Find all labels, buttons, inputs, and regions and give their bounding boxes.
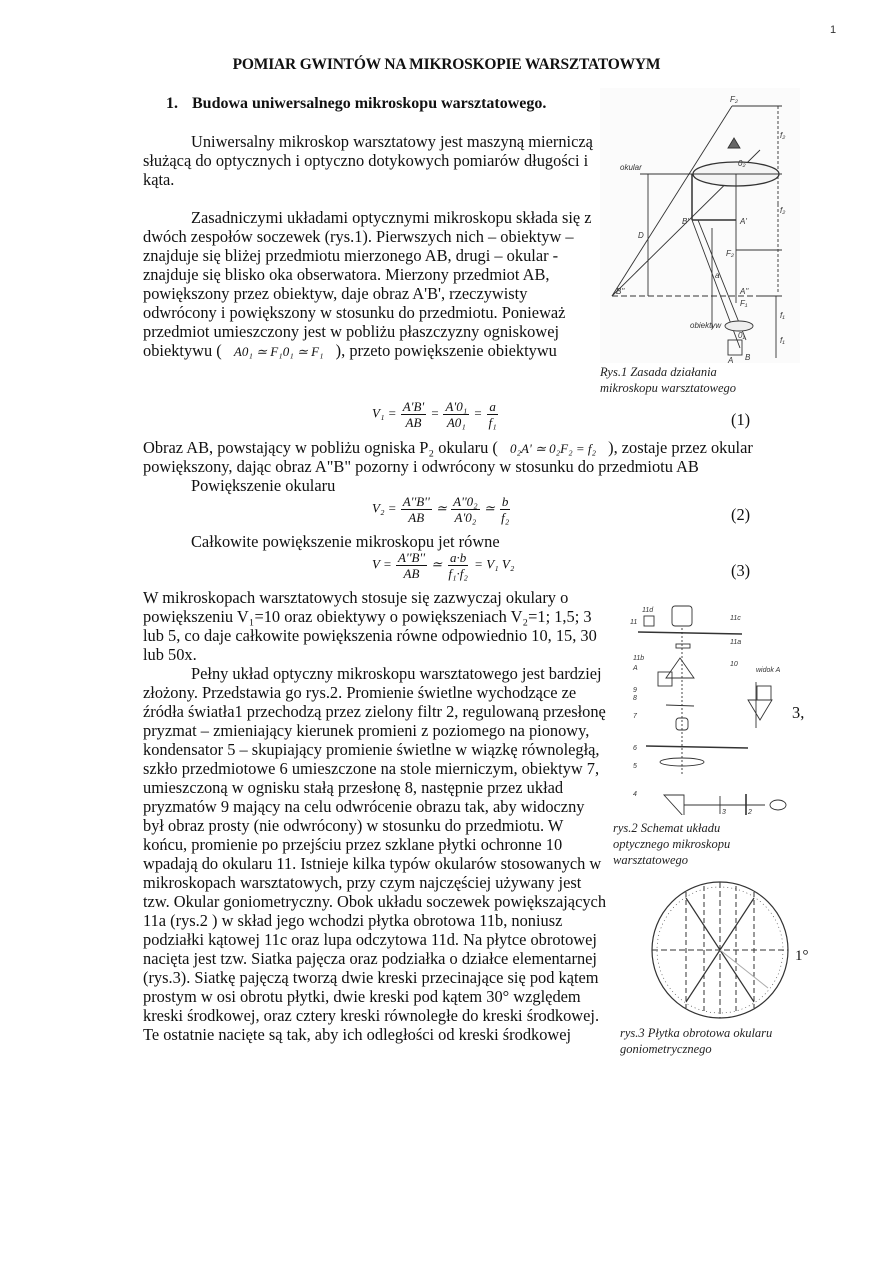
text: ), przeto powiększenie obiektywu [335, 341, 557, 360]
paragraph-line: służącą do optycznych i optyczno dotykowych pomiarów długości i [143, 151, 589, 170]
numerator: A''B'' [402, 494, 430, 509]
paragraph-line: źródła światła1 przechodzą przez zielony filtr 2, regulowaną przesłonę [143, 702, 606, 721]
denominator: A0₁ [446, 415, 466, 430]
label-a1: A' [740, 217, 747, 226]
label-8: 8 [633, 695, 637, 702]
figure-2-caption-line: warsztatowego [613, 853, 689, 867]
eq-op: = [473, 405, 483, 421]
denominator: f₁ [488, 415, 497, 430]
paragraph-line: Całkowite powiększenie mikroskopu jet równe [191, 532, 500, 551]
equation-number: (3) [731, 561, 751, 580]
paragraph-line: 11a (rys.2 ) w skład jego wchodzi płytka obrotowa 11b, noniusz [143, 911, 563, 930]
label-3: 3 [722, 809, 726, 815]
angle-label: 1° [795, 948, 809, 964]
label-4: 4 [633, 791, 637, 798]
inline-math: 0₂A' ≃ 0₂F₂ = f₂ [509, 441, 597, 456]
denominator: AB [408, 510, 425, 525]
paragraph-line: Zasadniczymi układami optycznymi mikroskopu składa się z [191, 208, 592, 227]
denominator: AB [403, 566, 420, 581]
label-obiektyw: obiektyw [690, 321, 722, 330]
text: obiektywu ( [143, 341, 222, 360]
paragraph-line: wpadają do okularu 11. Istnieje kilka typów okularów stosowanych w [143, 854, 602, 873]
stray-text: 3, [792, 703, 805, 722]
numerator: A''0₂ [453, 494, 478, 509]
paragraph-line: powiększeniu V₁=10 oraz obiektywy o powiększeniach V₂=1; 1,5; 3 [143, 607, 592, 626]
fraction [446, 550, 470, 581]
paragraph-line: był obraz prosty (nie odwrócony) w stosunku do przedmiotu. W [143, 816, 564, 835]
label-11a: 11a [730, 639, 742, 646]
paragraph-line: (rys.3). Siatkę pajęczą tworzą dwie kreski przecinające się pod kątem [143, 968, 599, 987]
paragraph-line: kreski środkowej, oraz cztery kreski równoległe do kreski środkowej. [143, 1006, 600, 1025]
label-f1-lower: f₁ [780, 336, 785, 345]
label-F2: F₂ [726, 249, 734, 258]
fraction [401, 399, 426, 430]
figure-1-microscope-principle [600, 88, 800, 363]
eq-lhs: V = [372, 556, 392, 572]
eq-op: ≃ [483, 500, 495, 516]
paragraph-line: kondensator 5 – skupiający promienie świetlne w wiązkę równoległą, [143, 740, 600, 759]
fraction [401, 494, 432, 525]
numerator: A'0₁ [445, 399, 468, 414]
figure-1-caption-line: Rys.1 Zasada działania [600, 365, 717, 379]
eq-lhs: V₂ = [372, 500, 397, 516]
fraction [396, 550, 427, 581]
paragraph-line: znajduje się bliżej przedmiotu mierzonego AB, drugi – okular - [143, 246, 559, 265]
label-okular: okular [620, 163, 642, 172]
equation-3 [372, 550, 514, 581]
page-title: POMIAR GWINTÓW NA MIKROSKOPIE WARSZTATOWYM [232, 56, 661, 73]
eq-op: ≃ [431, 556, 443, 572]
figure-2-caption-line: rys.2 Schemat układu [613, 821, 721, 835]
paragraph-line: podziałki kątowej 11c oraz lupa odczytowa 11d. Na płytce obrotowej [143, 930, 597, 949]
equation-2 [372, 494, 512, 525]
paragraph-line: nacięta jest tzw. Siatka pajęcza oraz podziałka o działce elementarnej [143, 949, 597, 968]
paragraph-line: kąta. [143, 170, 175, 189]
section-number: 1. [166, 95, 178, 112]
paragraph-line: prostym w osi obrotu płytki, dwie kreski pod kątem 30° względem [143, 987, 581, 1006]
paragraph-line: odwrócony i powiększony w stosunku do przedmiotu. Ponieważ [143, 303, 566, 322]
section-heading-text: Budowa uniwersalnego mikroskopu warsztatowego. [192, 95, 547, 112]
paragraph-line: powiększony przez obiektyw, daje obraz A'B', rzeczywisty [143, 284, 528, 303]
paragraph-line [143, 341, 557, 361]
optical-schema-icon [630, 600, 795, 815]
optics-diagram-icon [600, 88, 800, 363]
label-b: B [745, 353, 751, 362]
paragraph-line: lub 5, co daje całkowite powiększenia równe odpowiednio 10, 15, 30 [143, 626, 597, 645]
paragraph-line: pryzmatów 9 mający na celu odwrócenie obrazu tak, aby widoczny [143, 797, 585, 816]
numerator: A'B' [402, 399, 425, 414]
label-F1: F₁ [740, 299, 748, 308]
label-9: 9 [633, 687, 637, 694]
label-d: D [638, 231, 644, 240]
paragraph-line: mikroskopach warsztatowych, przy czym najczęściej używany jest [143, 873, 582, 892]
equation-number: (1) [731, 410, 751, 429]
label-11: 11 [630, 619, 638, 626]
label-11d: 11d [642, 607, 654, 614]
label-10: 10 [730, 661, 738, 668]
eq-lhs: V₁ = [372, 405, 397, 421]
fraction [499, 494, 511, 525]
label-widok-a: widok A [756, 667, 781, 674]
equation-1 [372, 399, 500, 430]
denominator: AB [405, 415, 422, 430]
figure-2-optical-schema [630, 600, 795, 815]
label-f1: f₁ [780, 311, 785, 320]
numerator: a·b [450, 550, 467, 565]
label-a-dist: a [715, 271, 720, 280]
paragraph-line: umieszczoną w ognisku stałą przesłonę 8, następnie przez układ [143, 778, 564, 797]
label-11c: 11c [730, 615, 741, 622]
equation-number: (2) [731, 505, 751, 524]
paragraph-line: Uniwersalny mikroskop warsztatowy jest maszyną mierniczą [191, 132, 593, 151]
paragraph-line: pryzmat – zmieniający kierunek promieni z poziomego na pionowy, [143, 721, 590, 740]
paragraph-line: Pełny układ optyczny mikroskopu warsztatowego jest bardziej [191, 664, 602, 683]
eq-tail: = V₁ V₂ [474, 556, 515, 572]
label-f2: f₂ [780, 131, 786, 140]
numerator: A''B'' [397, 550, 425, 565]
paragraph-line: Powiększenie okularu [191, 476, 336, 495]
denominator: A'0₂ [454, 510, 477, 525]
label-F2-top: F₂ [730, 95, 738, 104]
fraction [451, 494, 480, 525]
paragraph-line: złożony. Przedstawia go rys.2. Promienie świetlne wychodzące ze [143, 683, 577, 702]
denominator: f₁·f₂ [448, 566, 468, 581]
denominator: f₂ [501, 510, 510, 525]
label-6: 6 [633, 745, 637, 752]
paragraph-line: znajduje się blisko oka obserwatora. Mierzony przedmiot AB, [143, 265, 550, 284]
label-f2-lower: f₂ [780, 206, 786, 215]
page-number: 1 [830, 24, 837, 36]
paragraph-line: szkło przedmiotowe 6 umieszczone na stole mierniczym, obiektyw 7, [143, 759, 600, 778]
reticle-icon [648, 878, 793, 1023]
paragraph-line: Te ostatnie nacięte są tak, aby ich odległości od kreski środkowej [143, 1025, 572, 1044]
fraction [487, 399, 499, 430]
label-b2: B'' [616, 287, 625, 296]
paragraph-line: końcu, promienie po przejściu przez szklane płytki ochronne 10 [143, 835, 563, 854]
paragraph-line [143, 438, 753, 458]
text: Obraz AB, powstający w pobliżu ogniska P₂ okularu ( [143, 438, 498, 457]
eq-op: ≃ [436, 500, 447, 516]
label-O2: 0₂ [738, 159, 746, 168]
label-O1: 0₁ [738, 331, 745, 340]
eq-op: = [430, 405, 440, 421]
label-b1: B' [682, 217, 689, 226]
paragraph-line: W mikroskopach warsztatowych stosuje się zazwyczaj okulary o [143, 588, 569, 607]
inline-math: A0₁ ≃ F₁0₁ ≃ F₁ [233, 344, 324, 359]
numerator: a [489, 399, 496, 414]
label-11b: 11b [633, 655, 645, 662]
figure-3-caption-line: goniometrycznego [620, 1042, 712, 1056]
paragraph-line: przedmiot umieszczony jest w pobliżu płaszczyzny ogniskowej [143, 322, 560, 341]
label-a2: A'' [740, 287, 749, 296]
paragraph-line: lub 50x. [143, 645, 197, 664]
text: ), zostaje przez okular [608, 438, 753, 457]
figure-2-caption-line: optycznego mikroskopu [613, 837, 731, 851]
figure-3-reticle [648, 878, 793, 1023]
label-A: A [633, 665, 638, 672]
fraction [443, 399, 469, 430]
numerator: b [501, 494, 509, 509]
paragraph-line: dwóch zespołów soczewek (rys.1). Pierwszych nich – obiektyw – [143, 227, 574, 246]
section-heading [166, 95, 546, 113]
figure-1-caption-line: mikroskopu warsztatowego [600, 381, 736, 395]
paragraph-line: powiększony, dając obraz A"B" pozorny i odwrócony w stosunku do przedmiotu AB [143, 457, 699, 476]
label-7: 7 [633, 713, 637, 720]
figure-3-caption-line: rys.3 Płytka obrotowa okularu [620, 1026, 773, 1040]
label-a: A [728, 356, 734, 363]
label-2: 2 [748, 809, 752, 815]
label-5: 5 [633, 763, 637, 770]
paragraph-line: tzw. Okular goniometryczny. Obok układu soczewek powiększających [143, 892, 607, 911]
